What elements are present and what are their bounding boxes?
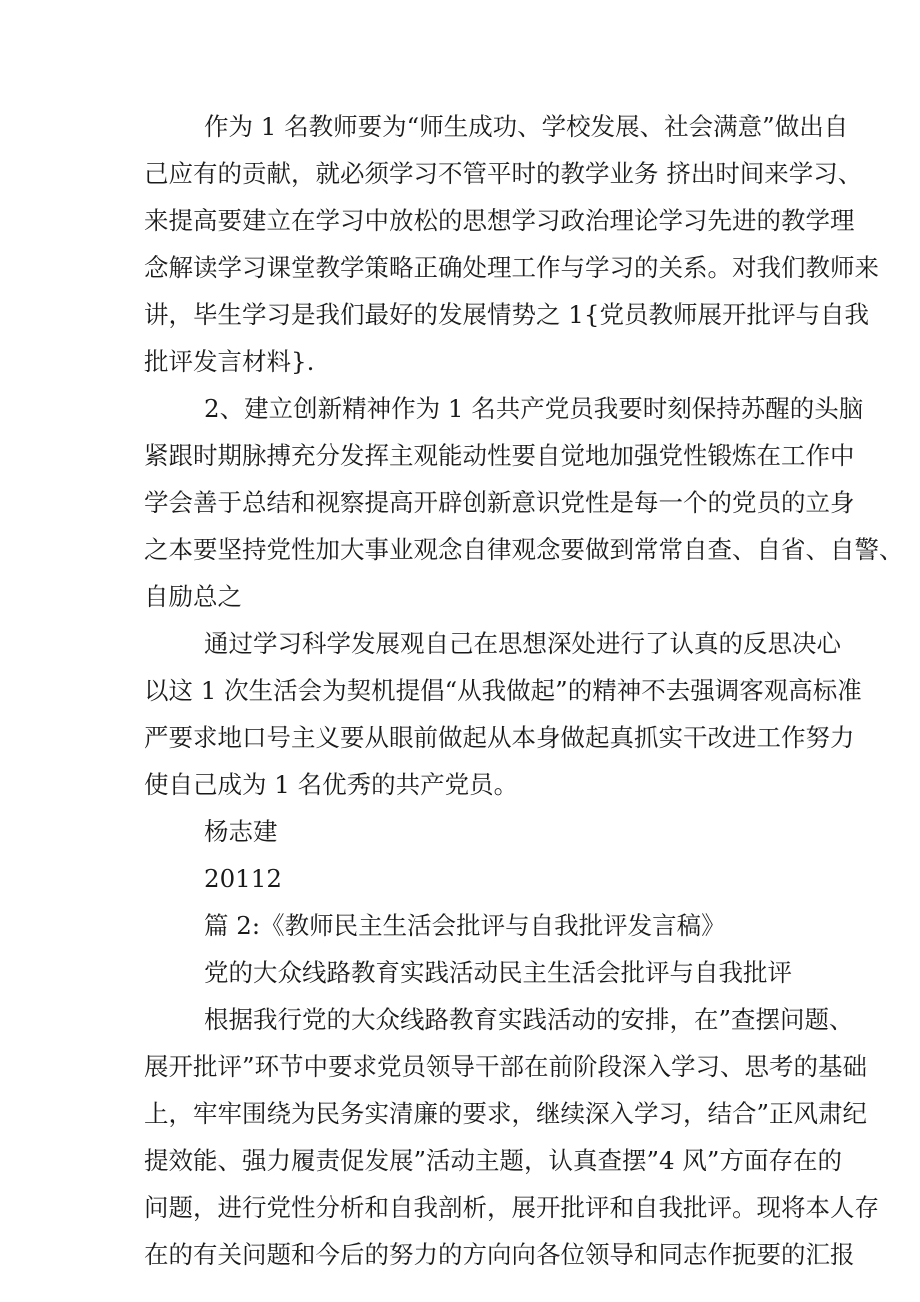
text-line: 通过学习科学发展观自己在思想深处进行了认真的反思决心 <box>204 629 841 658</box>
text-line: 篇 2:《教师民主生活会批评与自我批评发言稿》 <box>204 911 726 940</box>
text-line: 作为 1 名教师要为“师生成功、学校发展、社会满意”做出自 <box>204 112 849 141</box>
text-line: 自励总之 <box>144 582 242 611</box>
text-line: 展开批评”环节中要求党员领导干部在前阶段深入学习、思考的基础 <box>144 1052 868 1081</box>
text-line: 批评发言材料}. <box>144 347 315 376</box>
text-line: 以这 1 次生活会为契机提倡“从我做起”的精神不去强调客观高标准 <box>144 676 862 705</box>
text-line: 2、建立创新精神作为 1 名共产党员我要时刻保持苏醒的头脑 <box>204 394 864 423</box>
text-line: 在的有关问题和今后的努力的方向向各位领导和同志作扼要的汇报 <box>144 1240 855 1269</box>
text-line: 问题，进行党性分析和自我剖析，展开批评和自我批评。现将本人存 <box>144 1193 879 1222</box>
text-line: 党的大众线路教育实践活动民主生活会批评与自我批评 <box>204 958 792 987</box>
text-line: 使自己成为 1 名优秀的共产党员。 <box>144 770 519 799</box>
text-line: 严要求地口号主义要从眼前做起从本身做起真抓实干改进工作努力 <box>144 723 855 752</box>
text-line: 提效能、强力履责促发展”活动主题，认真查摆”4 风”方面存在的 <box>144 1146 842 1175</box>
text-line: 20112 <box>204 864 282 893</box>
text-line: 学会善于总结和视察提高开辟创新意识党性是每一个的党员的立身 <box>144 488 855 517</box>
text-line: 来提高要建立在学习中放松的思想学习政治理论学习先进的教学理 <box>144 206 855 235</box>
text-line: 讲，毕生学习是我们最好的发展情势之 1{党员教师展开批评与自我 <box>144 300 869 329</box>
text-line: 己应有的贡献，就必须学习不管平时的教学业务 挤出时间来学习、 <box>144 159 863 188</box>
text-line: 上，牢牢围绕为民务实清廉的要求，继续深入学习，结合”正风肃纪 <box>144 1099 868 1128</box>
text-line: 之本要坚持党性加大事业观念自律观念要做到常常自查、自省、自警、 <box>144 535 904 564</box>
text-line: 念解读学习课堂教学策略正确处理工作与学习的关系。对我们教师来 <box>144 253 879 282</box>
document-body <box>144 103 904 1278</box>
text-line: 杨志建 <box>204 817 278 846</box>
text-line: 根据我行党的大众线路教育实践活动的安排，在”查摆问题、 <box>204 1005 854 1034</box>
text-line: 紧跟时期脉搏充分发挥主观能动性要自觉地加强党性锻炼在工作中 <box>144 441 855 470</box>
